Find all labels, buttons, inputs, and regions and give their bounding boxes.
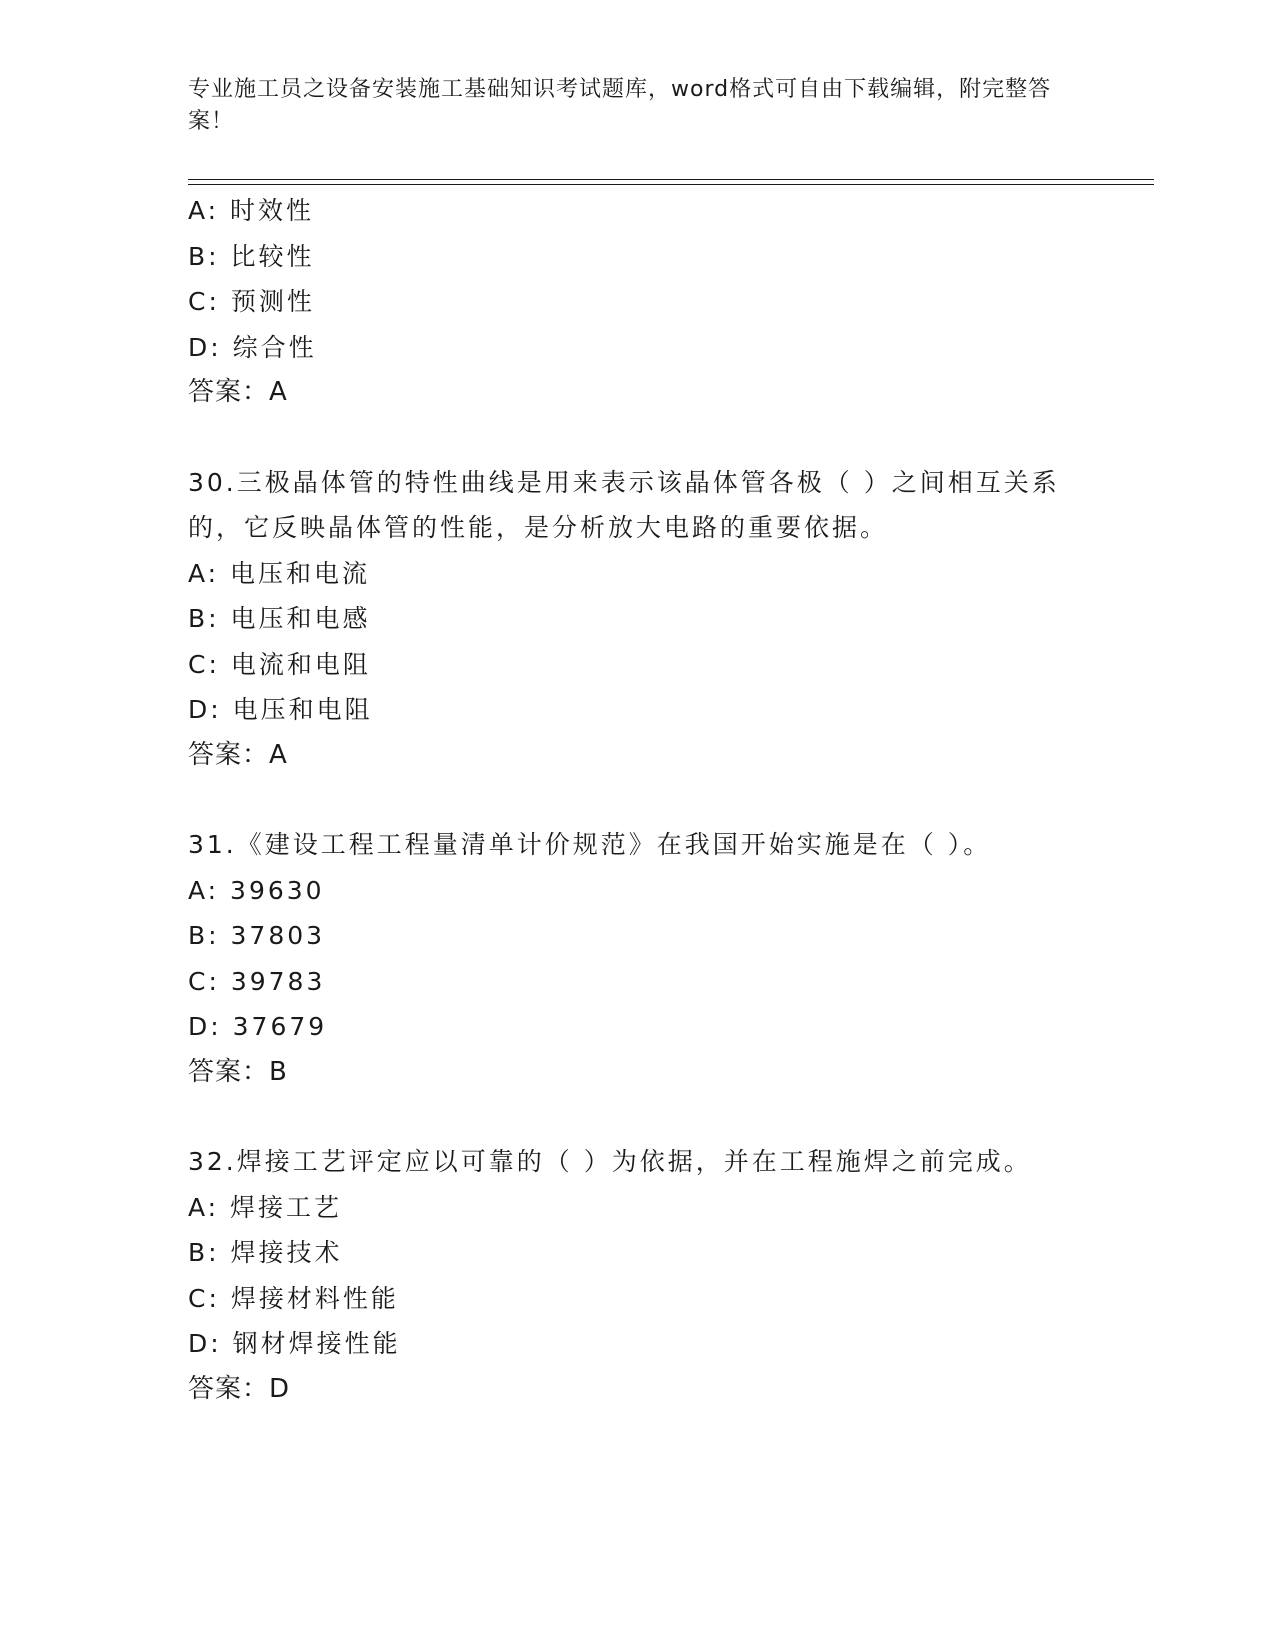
- option-a: A: 焊接工艺: [188, 1192, 343, 1222]
- option-d: D: 综合性: [188, 332, 317, 362]
- document-header: 专业施工员之设备安装施工基础知识考试题库，word格式可自由下载编辑，附完整答案！: [188, 77, 1052, 134]
- option-b: B: 电压和电感: [188, 604, 371, 633]
- option-c: C: 39783: [188, 966, 326, 996]
- option-d: D: 钢材焊接性能: [188, 1329, 401, 1358]
- option-c: C: 焊接材料性能: [188, 1283, 399, 1313]
- question-stem: 32.焊接工艺评定应以可靠的（ ）为依据，并在工程施焊之前完成。: [188, 1147, 1032, 1176]
- option-c: C: 预测性: [188, 287, 315, 316]
- question-29: [188, 188, 1088, 416]
- question-list: [188, 188, 1088, 1412]
- option-b: B: 比较性: [188, 241, 315, 271]
- answer-line: 答案：D: [188, 1373, 291, 1404]
- option-b: B: 37803: [188, 921, 326, 950]
- header-divider-top: [188, 179, 1154, 180]
- option-a: A: 电压和电流: [188, 558, 371, 588]
- option-a: A: 时效性: [188, 196, 315, 225]
- question-32: [188, 1139, 1088, 1412]
- option-b: B: 焊接技术: [188, 1238, 343, 1267]
- option-c: C: 电流和电阻: [188, 649, 371, 679]
- answer-line: 答案：B: [188, 1056, 288, 1087]
- answer-line: 答案：A: [188, 739, 288, 770]
- question-stem: 30.三极晶体管的特性曲线是用来表示该晶体管各极（ ）之间相互关系的，它反映晶体管的性能，是分析放大电路的重要依据。: [188, 467, 1060, 542]
- question-31: [188, 822, 1088, 1095]
- header-divider-bottom: [188, 184, 1154, 185]
- option-a: A: 39630: [188, 875, 325, 905]
- question-30: [188, 460, 1088, 779]
- option-d: D: 37679: [188, 1012, 328, 1041]
- option-d: D: 电压和电阻: [188, 695, 373, 724]
- question-stem: 31.《建设工程工程量清单计价规范》在我国开始实施是在（ ）。: [188, 830, 992, 859]
- answer-line: 答案：A: [188, 377, 288, 407]
